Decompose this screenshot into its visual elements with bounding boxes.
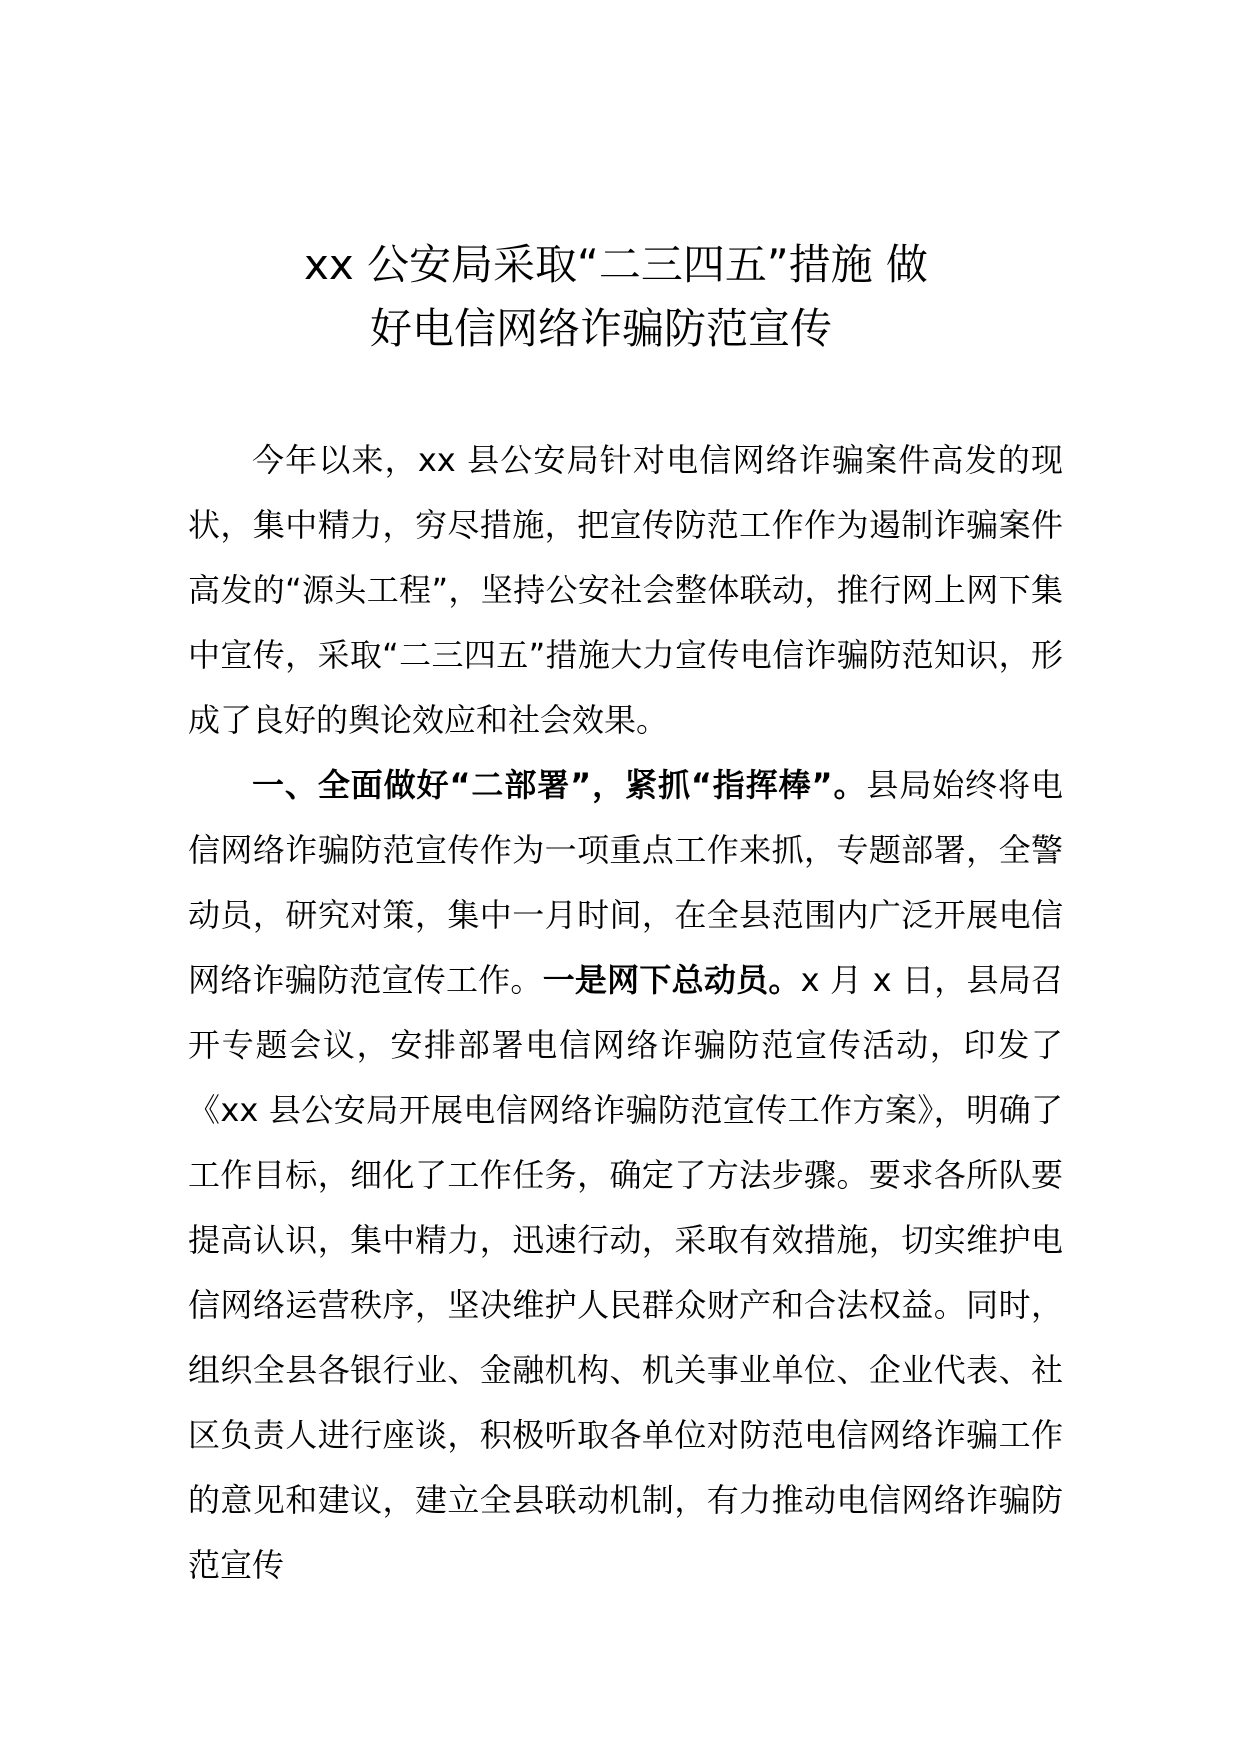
document-body bbox=[188, 428, 1063, 1598]
paragraph-intro: 今年以来，xx 县公安局针对电信网络诈骗案件高发的现状，集中精力，穷尽措施，把宣传防范工作作为遏制诈骗案件高发的“源头工程”，坚持公安社会整体联动，推行网上网下集中宣传，采取“二三四五”措施大力宣传电信诈骗防范知识，形成了良好的舆论效应和社会效果。 bbox=[188, 441, 1063, 739]
document-title bbox=[240, 233, 1040, 361]
section-one-text-a: 县局始终将电信网络诈骗防范宣传作为一项重点工作来抓，专题部署，全警动员，研究对策，集中一月时间，在全县范围内广泛开展电信网络诈骗防范宣传工作。 bbox=[188, 766, 1063, 999]
section-one-subheading: 一是网下总动员。 bbox=[542, 961, 801, 999]
title-line-1: xx 公安局采取“二三四五”措施 做 bbox=[304, 240, 928, 289]
paragraph-section-one bbox=[188, 753, 1063, 1598]
title-line-2: 好电信网络诈骗防范宣传 bbox=[370, 304, 833, 353]
section-one-heading: 一、全面做好“二部署”，紧抓“指挥棒”。 bbox=[252, 766, 867, 804]
section-one-text-b: x 月 x 日，县局召开专题会议，安排部署电信网络诈骗防范宣传活动，印发了《xx 县公安局开展电信网络诈骗防范宣传工作方案》，明确了工作目标，细化了工作任务，确定了方法步骤。要求各所队要提高认识，集中精力，迅速行动，采取有效措施，切实维护电信网络运营秩序，坚决维护人民群众财产和合法权益。同时，组织全县各银行业、金融机构、机关事业单位、企业代表、社区负责人进行座谈，积极听取各单位对防范电信网络诈骗工作的意见和建议，建立全县联动机制，有力推动电信网络诈骗防范宣传 bbox=[188, 961, 1063, 1584]
